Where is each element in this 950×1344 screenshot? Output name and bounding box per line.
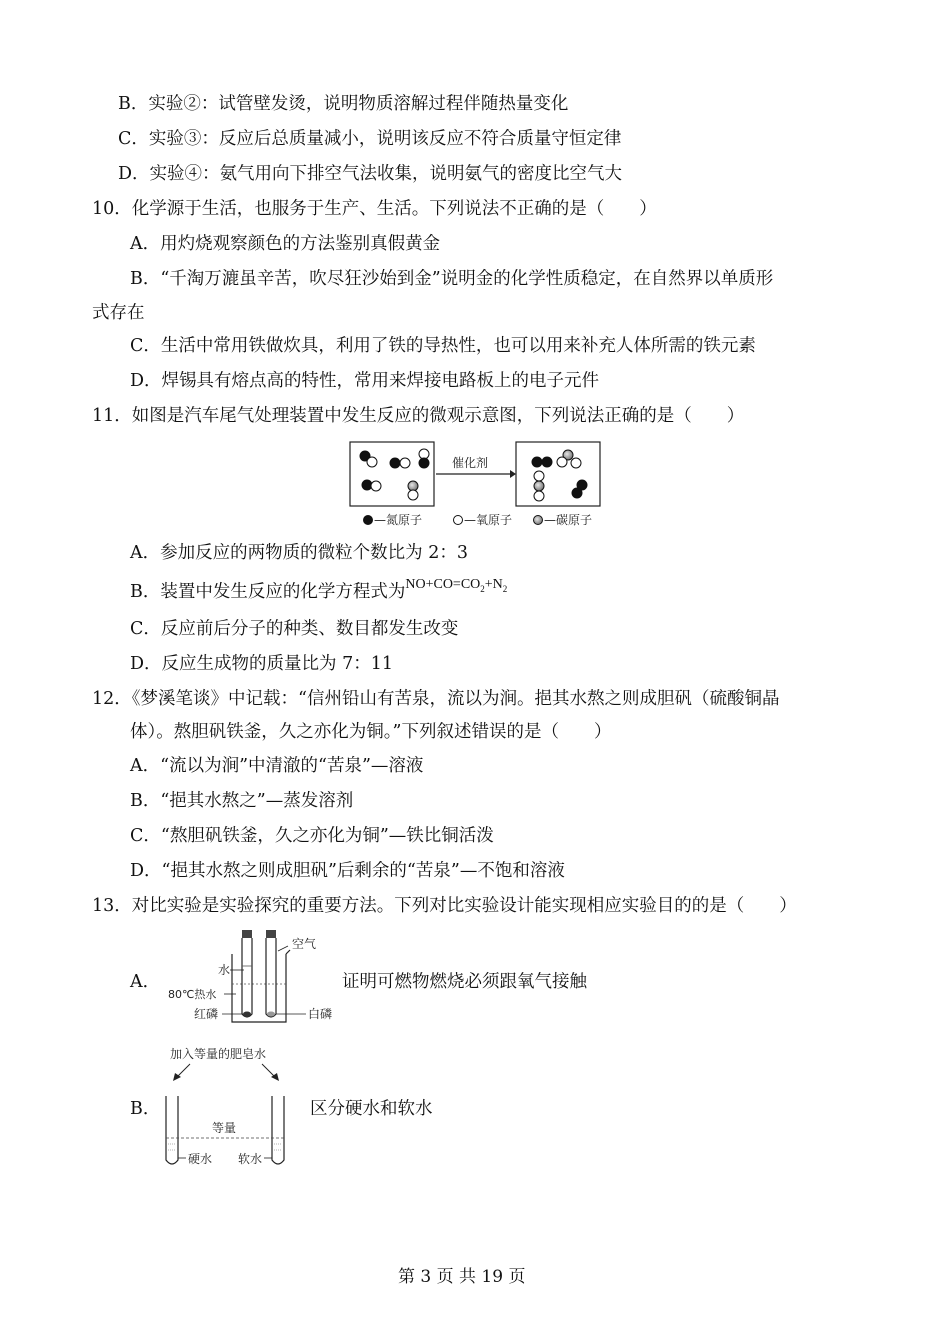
q9-option-d: D．实验④：氨气用向下排空气法收集，说明氨气的密度比空气大 — [118, 164, 623, 184]
q11-option-a: A．参加反应的两物质的微粒个数比为 2：3 — [130, 543, 468, 563]
legend-oxygen-icon — [454, 516, 463, 525]
stopper — [266, 930, 276, 938]
q12-stem-line2: 体）。熬胆矾铁釜，久之亦化为铜。”下列叙述错误的是（ ） — [130, 722, 612, 742]
q11-micro-diagram — [340, 436, 610, 536]
eq-sub: 2 — [502, 583, 508, 594]
eq-part: NO+CO=CO — [405, 577, 481, 592]
product-box — [516, 442, 600, 506]
test-tube — [266, 938, 276, 1017]
q10-option-d: D．焊锡具有熔点高的特性，常用来焊接电路板上的电子元件 — [130, 371, 600, 391]
oxygen-atom — [557, 457, 567, 467]
oxygen-atom — [534, 471, 544, 481]
q13-option-a-text: 证明可燃物燃烧必须跟氧气接触 — [342, 972, 587, 992]
q10-option-b-line2: 式存在 — [92, 303, 145, 323]
q10-option-a: A．用灼烧观察颜色的方法鉴别真假黄金 — [130, 234, 441, 254]
label-equal: 等量 — [212, 1121, 237, 1135]
q12-option-c: C．“熬胆矾铁釜，久之亦化为铜”—铁比铜活泼 — [130, 826, 494, 846]
legend-carbon: —碳原子 — [544, 513, 593, 527]
q10-option-c: C．生活中常用铁做炊具，利用了铁的导热性，也可以用来补充人体所需的铁元素 — [130, 336, 756, 356]
q11-stem: 11．如图是汽车尾气处理装置中发生反应的微观示意图，下列说法正确的是（ ） — [92, 406, 745, 426]
q12-option-d: D．“挹其水熬之则成胆矾”后剩余的“苦泉”—不饱和溶液 — [130, 861, 565, 881]
nitrogen-atom — [572, 488, 582, 498]
eq-sub: 2 — [480, 583, 485, 594]
nitrogen-atom — [390, 458, 400, 468]
q13-option-b-label: B． — [130, 1099, 161, 1119]
label-water: 水 — [218, 963, 231, 977]
q9-option-b: B．实验②：试管壁发烫，说明物质溶解过程伴随热量变化 — [118, 94, 569, 114]
label-red-phosphorus: 红磷 — [194, 1007, 219, 1021]
white-phosphorus — [267, 1012, 275, 1017]
label-air: 空气 — [292, 937, 317, 951]
red-phosphorus — [243, 1012, 251, 1017]
q11-option-c: C．反应前后分子的种类、数目都发生改变 — [130, 619, 459, 639]
stopper — [242, 930, 252, 938]
q11-option-b — [130, 577, 508, 610]
nitrogen-atom — [542, 457, 552, 467]
nitrogen-atom — [532, 457, 542, 467]
beaker — [232, 954, 286, 1022]
q13-b-soap-water-test — [160, 1040, 300, 1172]
q9-option-c: C．实验③：反应后总质量减小，说明该反应不符合质量守恒定律 — [118, 129, 622, 149]
test-tube — [242, 938, 252, 1017]
label-white-phosphorus: 白磷 — [308, 1007, 333, 1021]
q13-a-combustion-apparatus — [160, 926, 340, 1030]
eq-part: +N — [484, 577, 503, 592]
nitrogen-atom — [362, 480, 372, 490]
oxygen-atom — [571, 458, 581, 468]
legend-nitrogen-icon — [364, 516, 373, 525]
catalyst-label: 催化剂 — [452, 456, 489, 470]
q11-option-d: D．反应生成物的质量比为 7：11 — [130, 654, 393, 674]
carbon-atom — [534, 481, 544, 491]
q13-stem: 13．对比实验是实验探究的重要方法。下列对比实验设计能实现相应实验目的的是（ ） — [92, 896, 797, 916]
oxygen-atom — [367, 457, 377, 467]
oxygen-atom — [534, 491, 544, 501]
q10-option-b-line1: B．“千淘万漉虽辛苦，吹尽狂沙始到金”说明金的化学性质稳定，在自然界以单质形 — [130, 269, 774, 289]
q11-equation — [405, 577, 507, 592]
label-soft-water: 软水 — [238, 1152, 263, 1166]
label-hot-water: 80℃热水 — [168, 988, 217, 1001]
page-footer: 第 3 页 共 19 页 — [398, 1267, 526, 1287]
q13-option-a-label: A． — [130, 972, 161, 992]
label-soap-water: 加入等量的肥皂水 — [170, 1047, 267, 1061]
q13-option-b-text: 区分硬水和软水 — [310, 1099, 433, 1119]
oxygen-atom — [408, 490, 418, 500]
q12-option-b: B．“挹其水熬之”—蒸发溶剂 — [130, 791, 354, 811]
oxygen-atom — [400, 458, 410, 468]
nitrogen-atom — [419, 458, 429, 468]
hard-water-tube — [166, 1096, 178, 1164]
legend-nitrogen: —氮原子 — [374, 513, 423, 527]
legend-oxygen: —氧原子 — [464, 513, 513, 527]
q12-stem-line1: 12．《梦溪笔谈》中记载：“信州铅山有苦泉，流以为涧。挹其水熬之则成胆矾（硫酸铜晶 — [92, 689, 780, 709]
q11-option-b-text: B．装置中发生反应的化学方程式为 — [130, 582, 406, 602]
arrow-head — [510, 470, 516, 478]
soft-water-tube — [272, 1096, 284, 1164]
legend-carbon-icon — [534, 516, 543, 525]
q10-stem: 10．化学源于生活，也服务于生产、生活。下列说法不正确的是（ ） — [92, 199, 657, 219]
q12-option-a: A．“流以为涧”中清澈的“苦泉”—溶液 — [130, 756, 424, 776]
oxygen-atom — [371, 481, 381, 491]
label-hard-water: 硬水 — [188, 1152, 213, 1166]
